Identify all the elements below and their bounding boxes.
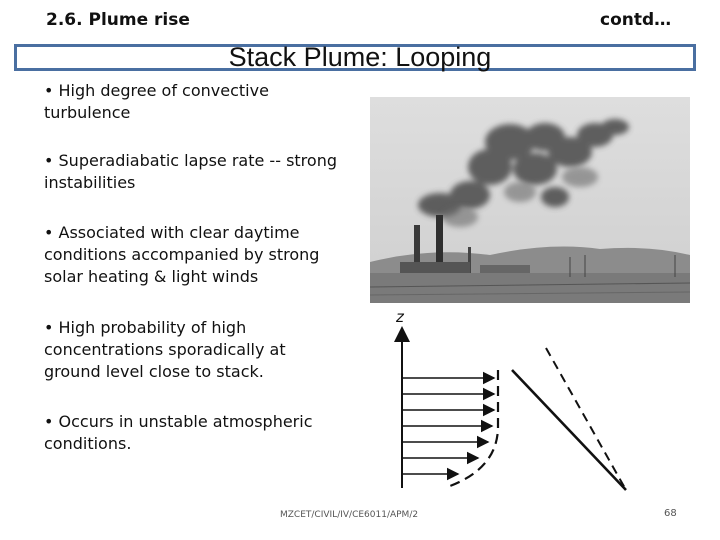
slide-title: Stack Plume: Looping: [228, 42, 492, 72]
bullet-item: • High degree of convective turbulence: [44, 81, 269, 122]
lapse-rate-diagram: [380, 308, 640, 498]
footer-course-code: MZCET/CIVIL/IV/CE6011/APM/2: [280, 510, 419, 520]
plume-photo: [370, 97, 690, 303]
wind-arrows: [402, 378, 494, 474]
page-number: 68: [664, 508, 677, 519]
contd-label: contd…: [600, 10, 672, 30]
bullet-item: • Occurs in unstable atmospheric conditions.: [44, 412, 313, 453]
section-title: 2.6. Plume rise: [46, 10, 190, 30]
bullet-item: • Associated with clear daytime conditions accompanied by strong solar heating & light winds: [44, 223, 320, 286]
bullet-item: • High probability of high concentrations sporadically at ground level close to stack.: [44, 318, 286, 381]
wind-profile-curve: [450, 370, 498, 486]
z-axis-label: z: [396, 308, 404, 326]
bullet-item: • Superadiabatic lapse rate -- strong instabilities: [44, 151, 337, 192]
